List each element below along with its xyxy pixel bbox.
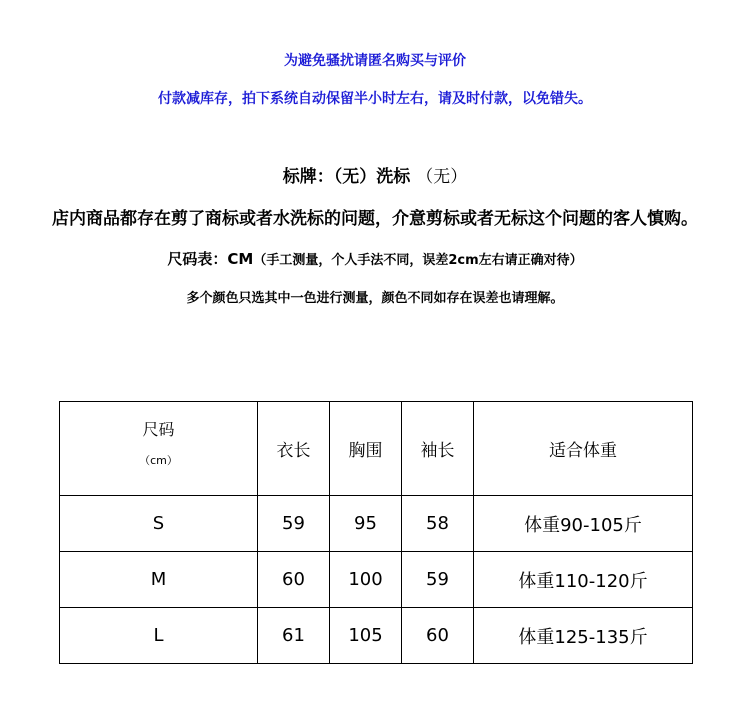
cell-chest: 95 — [330, 496, 402, 552]
cell-chest: 100 — [330, 552, 402, 608]
wash-label-value: （无） — [416, 167, 468, 187]
cell-sleeve: 59 — [402, 552, 474, 608]
cell-sleeve: 60 — [402, 608, 474, 664]
header-sleeve: 袖长 — [402, 402, 474, 496]
cell-size: S — [60, 496, 258, 552]
cell-length: 59 — [258, 496, 330, 552]
cell-weight: 体重90-105斤 — [474, 496, 693, 552]
cell-chest: 105 — [330, 608, 402, 664]
size-chart-note: （手工测量，个人手法不同，误差2cm左右请正确对待） — [253, 253, 583, 268]
table-row — [60, 496, 693, 552]
cell-length: 61 — [258, 608, 330, 664]
brand-label-line — [0, 162, 750, 187]
cell-size: L — [60, 608, 258, 664]
measure-note-text: 多个颜色只选其中一色进行测量，颜色不同如存在误差也请理解。 — [186, 291, 564, 306]
header-length: 衣长 — [258, 402, 330, 496]
cell-sleeve: 58 — [402, 496, 474, 552]
table-row — [60, 608, 693, 664]
header-weight: 适合体重 — [474, 402, 693, 496]
size-chart-title: 尺码表：CM — [167, 250, 254, 268]
notice-anonymous-text: 为避免骚扰请匿名购买与评价 — [284, 53, 466, 69]
table-row — [60, 552, 693, 608]
header-unit: （cm） — [139, 454, 178, 467]
header-size: 尺码 — [142, 420, 175, 439]
header-chest: 胸围 — [330, 402, 402, 496]
size-table-header-row — [60, 402, 693, 496]
header-size-cell — [60, 402, 258, 496]
disclaimer-text: 店内商品都存在剪了商标或者水洗标的问题，介意剪标或者无标这个问题的客人慎购。 — [52, 209, 698, 229]
cell-weight: 体重125-135斤 — [474, 608, 693, 664]
cell-length: 60 — [258, 552, 330, 608]
size-table — [59, 401, 693, 664]
brand-label: 标牌：（无）洗标 — [282, 167, 411, 187]
cell-weight: 体重110-120斤 — [474, 552, 693, 608]
cell-size: M — [60, 552, 258, 608]
size-chart-heading — [0, 248, 750, 269]
notice-payment-text: 付款减库存，拍下系统自动保留半小时左右，请及时付款，以免错失。 — [158, 91, 592, 107]
